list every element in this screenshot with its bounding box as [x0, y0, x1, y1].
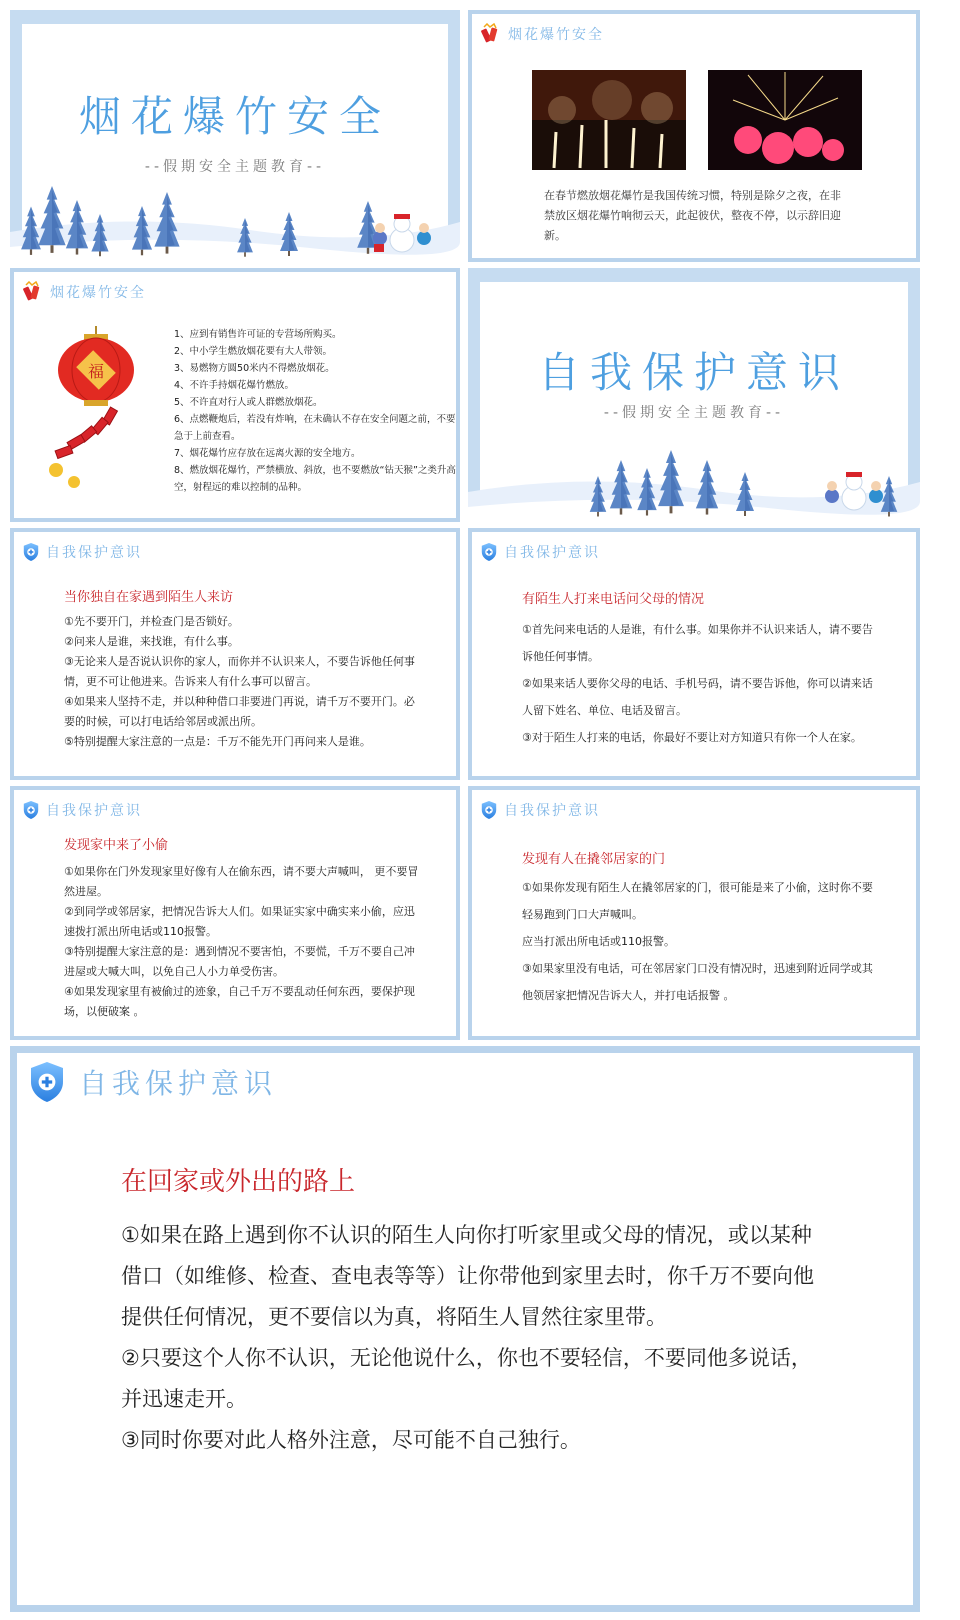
shield-icon	[480, 800, 498, 820]
slide-header	[480, 24, 604, 44]
lantern-character: 福	[87, 362, 105, 381]
slide-stranger-visit	[10, 528, 460, 780]
body-line: ③对于陌生人打来的电话，你最好不要让对方知道只有你一个人在家。	[522, 731, 862, 744]
slide-cover-self-protection	[468, 268, 920, 522]
lantern-firecracker-illustration	[44, 322, 154, 492]
section-body	[121, 1215, 829, 1461]
section-title: 当你独自在家遇到陌生人来访	[64, 590, 234, 605]
slide-header-title: 烟花爆竹安全	[50, 285, 146, 301]
tree-icon	[64, 200, 90, 262]
section-title: 在回家或外出的路上	[121, 1167, 356, 1197]
tree-icon	[236, 218, 254, 262]
rule-item: 3、易燃物方圆50米内不得燃放烟花。	[174, 363, 335, 374]
slide-cover-fireworks	[10, 10, 460, 262]
kids-snowman-illustration	[818, 466, 888, 516]
shield-icon	[27, 1060, 67, 1104]
slide-neighbor-break-in	[468, 786, 920, 1040]
body-line: ③同时你要对此人格外注意，尽可能不自己独行。	[121, 1428, 581, 1452]
tree-icon	[694, 460, 720, 522]
slide-header	[480, 542, 600, 562]
slide-header	[22, 282, 146, 302]
fireworks-rules-list	[174, 326, 458, 496]
section-body	[522, 874, 882, 1009]
rule-item: 4、不许手持烟花爆竹燃放。	[174, 380, 295, 391]
slide-header-title: 自我保护意识	[79, 1067, 278, 1100]
section-title: 发现有人在撬邻居家的门	[522, 852, 666, 867]
tree-icon	[734, 472, 756, 522]
slide-header	[480, 800, 600, 820]
body-line: ①首先问来电话的人是谁，有什么事。如果你并不认识来话人，请不要告诉他任何事情。	[522, 623, 873, 663]
tree-icon	[656, 450, 686, 522]
section-body	[522, 616, 882, 751]
rule-item: 5、不许直对行人或人群燃放烟花。	[174, 397, 323, 408]
cover-subtitle: --假期安全主题教育--	[603, 405, 785, 421]
cover-title: 自我保护意识	[537, 348, 850, 397]
slide-header-title: 烟花爆竹安全	[508, 27, 604, 43]
body-line: ①如果你在门外发现家里好像有人在偷东西，请不要大声喊叫， 更不要冒然进屋。	[64, 865, 419, 898]
body-line: 应当打派出所电话或110报警。	[522, 935, 675, 948]
slide-header-title: 自我保护意识	[504, 803, 600, 819]
section-body	[64, 862, 424, 1022]
slide-header-title: 自我保护意识	[46, 803, 142, 819]
body-line: ③无论来人是否说认识你的家人，而你并不认识来人，不要告诉他任何事情，更不可让他进来。告诉来人有什么事可以留言。	[64, 655, 415, 688]
tree-icon	[90, 214, 110, 262]
tree-icon	[608, 460, 634, 522]
shield-icon	[480, 542, 498, 562]
tree-icon	[130, 206, 154, 262]
tree-icon	[588, 476, 608, 522]
slide-fireworks-rules	[10, 268, 460, 522]
body-line: ②问来人是谁，来找谁，有什么事。	[64, 635, 239, 648]
body-line: ②到同学或邻居家，把情况告诉大人们。如果证实家中确实来小偷，应迅速拨打派出所电话或110报警。	[64, 905, 415, 938]
rule-item: 2、中小学生燃放烟花要有大人带领。	[174, 346, 333, 357]
rule-item: 8、燃放烟花爆竹，严禁横放、斜放，也不要燃放“钻天猴”之类升高空，射程远的难以控制的品种。	[174, 465, 456, 493]
rule-item: 1、应到有销售许可证的专营场所购买。	[174, 329, 342, 340]
tree-icon	[152, 192, 182, 262]
body-line: ④如果发现家里有被偷过的迹象，自己千万不要乱动任何东西，要保护现场，以便破案 。	[64, 985, 415, 1018]
shield-icon	[22, 542, 40, 562]
shield-icon	[22, 800, 40, 820]
tradition-paragraph: 在春节燃放烟花爆竹是我国传统习惯，特别是除夕之夜，在非禁放区烟花爆竹响彻云天，此起彼伏，整夜不停，以示辞旧迎新。	[544, 189, 841, 242]
firecracker-icon	[480, 23, 502, 45]
body-line: ①如果在路上遇到你不认识的陌生人向你打听家里或父母的情况，或以某种借口（如维修、检查、查电表等等）让你带他到家里去时，你千万不要向他提供任何情况，更不要信以为真，将陌生人冒然往家里带。	[121, 1223, 814, 1329]
slide-on-the-road	[10, 1046, 920, 1612]
rule-item: 7、烟花爆竹应存放在远离火源的安全地方。	[174, 448, 361, 459]
section-title: 有陌生人打来电话问父母的情况	[522, 592, 705, 607]
body-line: ①如果你发现有陌生人在撬邻居家的门，很可能是来了小偷，这时你不要轻易跑到门口大声喊叫。	[522, 881, 873, 921]
body-line: ①先不要开门，并检查门是否锁好。	[64, 615, 239, 628]
tree-icon	[636, 468, 658, 522]
slide-header	[22, 542, 142, 562]
section-body	[64, 612, 424, 752]
slide-thief-at-home	[10, 786, 460, 1040]
slide-header-title: 自我保护意识	[46, 545, 142, 561]
kids-snowman-illustration	[366, 208, 436, 258]
cover-title: 烟花爆竹安全	[78, 92, 391, 141]
body-line: ③如果家里没有电话，可在邻居家门口没有情况时，迅速到附近同学或其他领居家把情况告诉大人，并打电话报警 。	[522, 962, 873, 1002]
body-line: ④如果来人坚持不走，并以种种借口非要进门再说，请千万不要开门。必要的时候，可以打电话给邻居或派出所。	[64, 695, 415, 728]
body-line: ②只要这个人你不认识，无论他说什么，你也不要轻信，不要同他多说话，并迅速走开。	[121, 1346, 812, 1411]
body-line: ②如果来话人要你父母的电话、手机号码，请不要告诉他，你可以请来话人留下姓名、单位、电话及留言。	[522, 677, 873, 717]
fireworks-photo-right	[708, 70, 862, 170]
rule-item: 6、点燃鞭炮后，若没有炸响，在未确认不存在安全问题之前，不要急于上前查看。	[174, 414, 456, 442]
slide-header-title: 自我保护意识	[504, 545, 600, 561]
body-line: ⑤特别提醒大家注意的一点是：千万不能先开门再问来人是谁。	[64, 735, 371, 748]
section-title: 发现家中来了小偷	[64, 838, 169, 853]
cover-subtitle: --假期安全主题教育--	[144, 159, 326, 175]
firecracker-icon	[22, 281, 44, 303]
slide-header	[27, 1057, 277, 1107]
body-line: ③特别提醒大家注意的是：遇到情况不要害怕，不要慌，千万不要自己冲进屋或大喊大叫，以免自己人小力单受伤害。	[64, 945, 415, 978]
fireworks-photo-left	[532, 70, 686, 170]
tree-icon	[278, 212, 300, 262]
slide-header	[22, 800, 142, 820]
slide-fireworks-tradition	[468, 10, 920, 262]
slide-stranger-phone	[468, 528, 920, 780]
